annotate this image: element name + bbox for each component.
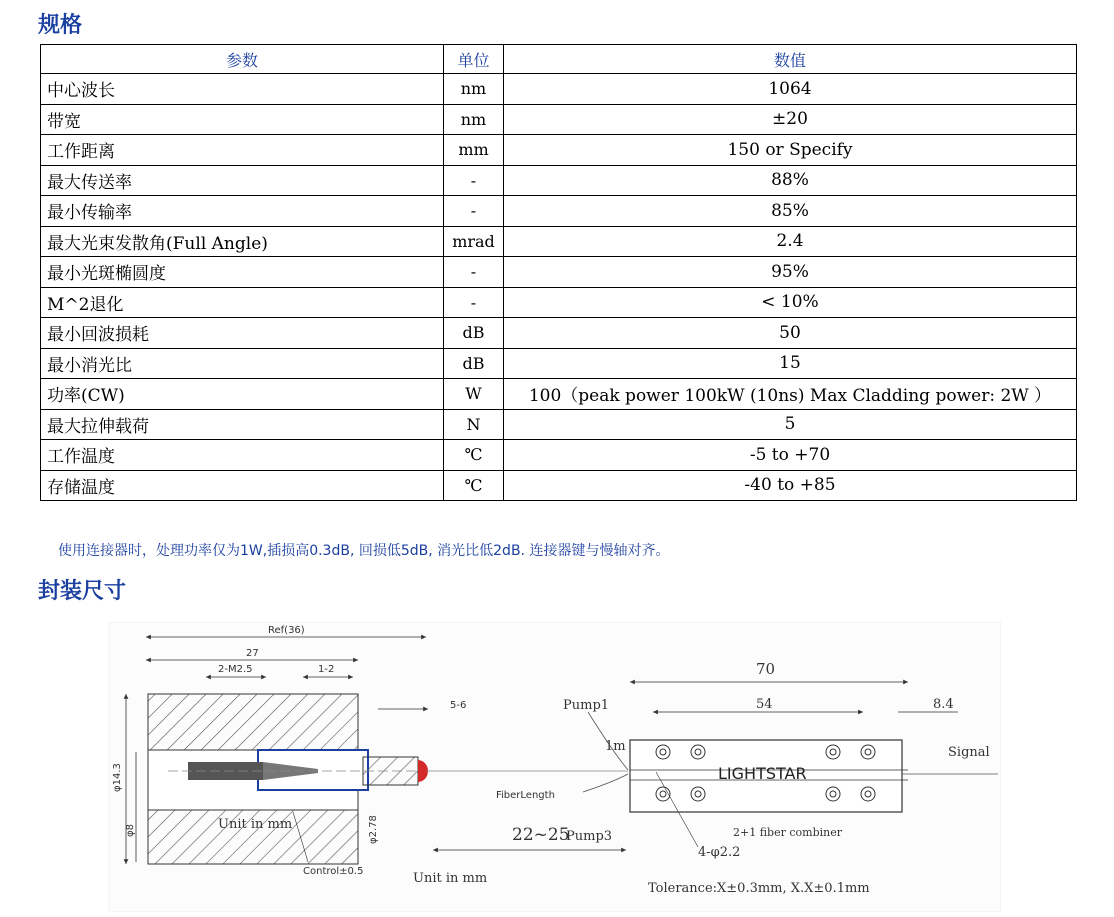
unit-cell: - (444, 165, 504, 196)
param-cell: 功率(CW) (41, 379, 444, 410)
signal-label: Signal (948, 745, 990, 760)
param-cell: 工作温度 (41, 440, 444, 471)
pump3-label: Pump3 (566, 829, 613, 844)
lm-label: 1m (605, 739, 626, 754)
value-cell: 85% (504, 196, 1077, 227)
table-row (41, 409, 1077, 440)
table-row (41, 440, 1077, 471)
table-row (41, 379, 1077, 410)
header-value: 数值 (504, 45, 1077, 74)
table-row (41, 196, 1077, 227)
param-cell: 最小回波损耗 (41, 318, 444, 349)
unit-cell: dB (444, 348, 504, 379)
value-cell: ±20 (504, 104, 1077, 135)
spec-table (40, 44, 1077, 501)
value-cell: -40 to +85 (504, 470, 1077, 501)
dim-27: 27 (246, 648, 259, 659)
value-cell: 5 (504, 409, 1077, 440)
control-label: Control±0.5 (303, 866, 364, 877)
unit-cell: N (444, 409, 504, 440)
table-row (41, 104, 1077, 135)
unit-cell: nm (444, 104, 504, 135)
table-row (41, 257, 1077, 288)
unit-cell: - (444, 287, 504, 318)
tolerance-label: Tolerance:X±0.3mm, X.X±0.1mm (648, 881, 870, 896)
value-cell: < 10% (504, 287, 1077, 318)
dim-70: 70 (756, 660, 776, 678)
param-cell: 最大拉伸载荷 (41, 409, 444, 440)
param-cell: 工作距离 (41, 135, 444, 166)
unit-cell: ℃ (444, 440, 504, 471)
table-row (41, 135, 1077, 166)
dim-12: 1-2 (318, 664, 335, 675)
param-cell: 存储温度 (41, 470, 444, 501)
unit-cell: W (444, 379, 504, 410)
spec-table-header (41, 45, 1077, 74)
unit-cell: mrad (444, 226, 504, 257)
holes-label: 4-φ2.2 (698, 845, 741, 860)
param-cell: 最大传送率 (41, 165, 444, 196)
value-cell: -5 to +70 (504, 440, 1077, 471)
param-cell: 最小光斑椭圆度 (41, 257, 444, 288)
table-row (41, 318, 1077, 349)
usage-note: 使用连接器时，处理功率仅为1W,插损高0.3dB, 回损低5dB, 消光比低2dB. 连接器键与慢轴对齐。 (58, 543, 670, 559)
dim-dia8: φ8 (125, 824, 136, 837)
table-row (41, 226, 1077, 257)
unit-cell: - (444, 196, 504, 227)
spec-section-title: 规格 (38, 13, 83, 38)
header-param: 参数 (41, 45, 444, 74)
value-cell: 88% (504, 165, 1077, 196)
param-cell: 带宽 (41, 104, 444, 135)
dim-84: 8.4 (933, 697, 954, 712)
value-cell: 2.4 (504, 226, 1077, 257)
fiber-length-label: FiberLength (496, 790, 555, 801)
table-row (41, 74, 1077, 105)
unit-cell: dB (444, 318, 504, 349)
table-row (41, 165, 1077, 196)
header-unit: 单位 (444, 45, 504, 74)
value-cell: 15 (504, 348, 1077, 379)
value-cell: 50 (504, 318, 1077, 349)
param-cell: M^2退化 (41, 287, 444, 318)
unit-outer-label: Unit in mm (413, 871, 488, 886)
param-cell: 最大光束发散角(Full Angle) (41, 226, 444, 257)
table-row (41, 470, 1077, 501)
unit-cell: nm (444, 74, 504, 105)
pump1-label: Pump1 (563, 698, 610, 713)
value-cell: 150 or Specify (504, 135, 1077, 166)
value-cell: 100（peak power 100kW (10ns) Max Cladding power: 2W ） (504, 379, 1077, 410)
dim-m25: 2-M2.5 (218, 664, 253, 675)
package-section-title: 封装尺寸 (38, 579, 127, 604)
param-cell: 最小消光比 (41, 348, 444, 379)
value-cell: 1064 (504, 74, 1077, 105)
unit-cell: ℃ (444, 470, 504, 501)
dim-2225: 22~25 (512, 825, 570, 845)
combiner-label: 2+1 fiber combiner (733, 826, 842, 839)
unit-inner-label: Unit in mm (218, 817, 293, 832)
dim-56: 5-6 (450, 700, 467, 711)
param-cell: 中心波长 (41, 74, 444, 105)
brand-label: LIGHTSTAR (718, 764, 807, 783)
dim-dia143: φ14.3 (112, 763, 123, 792)
param-cell: 最小传输率 (41, 196, 444, 227)
dim-278: φ2.78 (368, 815, 379, 844)
table-row (41, 287, 1077, 318)
dim-ref36: Ref(36) (268, 625, 305, 636)
unit-cell: - (444, 257, 504, 288)
table-row (41, 348, 1077, 379)
value-cell: 95% (504, 257, 1077, 288)
dim-54: 54 (756, 697, 773, 712)
package-dimension-drawing (108, 622, 1001, 912)
unit-cell: mm (444, 135, 504, 166)
